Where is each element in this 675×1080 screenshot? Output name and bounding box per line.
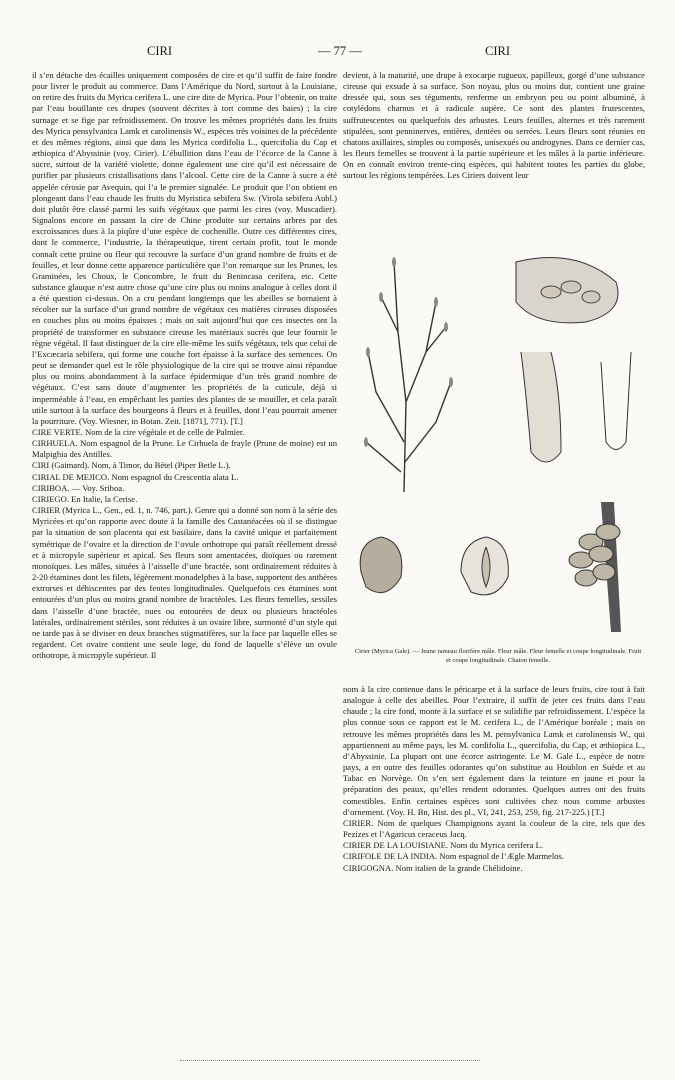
entry: CIRIGOGNA. Nom italien de la grande Chélidoine.: [343, 862, 523, 873]
entry: CIRIER DE LA LOUISIANE. Nom du Myrica cerifera L.: [343, 840, 543, 851]
female-catkin-drawing: [569, 524, 620, 586]
branch-drawing: [366, 262, 451, 492]
entry: CIRIAL DE MEJICO. Nom espagnol du Crescentia alata L.: [32, 471, 239, 482]
figure-caption: Cirier (Myrica Gale). — Jeune rameau florifère mâle. Fleur mâle. Fleur femelle et coupe longitudinale. Fruit et coupe longitudinale. Chaton femelle.: [354, 648, 642, 664]
left-column: [32, 70, 337, 661]
right-column-top: [343, 70, 645, 182]
entry: CIRIER. Nom de quelques Champignons ayant la couleur de la cire, tels que des Pezizes et l’Agaricus ceraceus Jacq.: [343, 817, 645, 840]
female-flower-drawing: [521, 352, 561, 462]
running-header: [0, 44, 675, 62]
entry: CIRI (Gaimard). Nom, à Timor, du Bétel (Piper Betle L.).: [32, 460, 231, 471]
entry: CIRIEGO. En Italie, la Cerise.: [32, 493, 138, 504]
entry: CIRE VERTE. Nom de la cire végétale et de celle de Palmier.: [32, 427, 245, 437]
paragraph: nom à la cire contenue dans le péricarpe et à la surface de leurs fruits, cire tout à fait analogue à celle des abeilles. Pour l’extraire, il suffit de jeter ces fruits dans l’eau chaude ; la cire fond, monte à la surface et se solidifie par refroidissement. L’espèce la plus connue sous ce rapport est le M. cerifera L., de l’Amérique boréale ; mais on retrouve les mêmes propriétés dans les M. pensylvanica Lamk et carolinensis W., qui appartiennent au même pays, les M. cordifolia L., quercifolia, du Cap, et æthiopica L., d’Abyssinie. La plupart ont une écorce astringente. Le M. Gale L., espèce de notre pays, a en outre des feuilles odorantes qu’on substitue au Houblon en Suède et au Tabac en Norvège. On s’en sert également dans la teinture en jaune et pour la préparation des peaux, qu’elles rendent odorantes. Quelques autres ont des fruits comestibles. Enfin certaines espèces sont cultivées chez nous comme arbustes d’ornement. (Voy. H. Bn, Hist. des pl., VI, 241, 253, 259, fig. 217-225.) [T.]: [343, 684, 645, 817]
header-left: CIRI: [147, 44, 172, 58]
entry: CIRHUELA. Nom espagnol de la Prune. Le Cirhuela de frayle (Prune de moine) est un Malpighia des Antilles.: [32, 438, 337, 460]
female-flower-section-drawing: [601, 352, 631, 450]
paragraph: devient, à la maturité, une drupe à exocarpe rugueux, papilleux, gorgé d’une substance cireuse qui exsude à sa surface. Son noyau, plus ou moins dur, contient une graine dressée qui, sous ses téguments, renferme un embryon peu ou point albuminé, à cotylédons charnus et à radicule supère. Ce sont des plantes frutescentes, suffrutescentes ou quelquefois des arbustes. Leurs feuilles, alternes et très rarement stipulées, sont penninerves, entières, dentées ou serrées. Leurs fleurs sont réunies en chatons axillaires, simples ou composés, unisexués ou androgynes. Dans ce dernier cas, les fleurs femelles se trouvent à la partie supérieure et les mâles à la partie inférieure. On en connaît environ trente-cinq espèces, qui habitent toutes les parties du globe, surtout les régions tempérées. Les Ciriers doivent leur: [343, 70, 645, 181]
right-column-bottom: [343, 684, 645, 874]
page-number: — 77 —: [318, 44, 362, 58]
paragraph: il s’en détache des écailles uniquement composées de cire et qu’il suffit de faire fondre pour livrer le produit au commerce. Dans l’Amérique du Nord, surtout à la Louisiane, on retire des fruits du Myrica cerifera L. une cire dite de Myrica. Pour l’obtenir, on traite par l’eau bouillante ces drupes (souvent décrites à tort comme des baies) ; la cire surnage et se fige par refroidissement. On trouve les mêmes propriétés dans les fruits des Myrica pensylvanica Lamk et carolinensis W., espèces très voisines de la précédente et des mêmes régions, ainsi que dans les Myrica cordifolia L., quercifolia du Cap et æthiopica d’Abyssinie (voy. Cirier). L’ébullition dans l’eau de l’écorce de la Canne à sucre, surtout de la variété violette, donne également une cire qu’il est nécessaire de purifier par plusieurs cristallisations dans l’alcool. Cette cire de la Canne à sucre a été appelée cérosie par Avequin, qui l’a le premier signalée. Le produit que l’on obtient en plongeant dans l’eau chaude les fruits du Myristica sebifera Sw. (Virola sebifera Aubl.) doit plutôt être classé parmi les suifs végétaux que parmi les cires (voy. Muscadier). Signalons encore en passant la cire de Chine produite sur certains arbres par des excroissances dues à la piqûre d’une espèce de cochenille. Outre ces différentes cires, dont le commerce, l’industrie, la thérapeutique, tirent certain profit, tout le monde connaît cette pruine ou fleur qui recouvre la surface d’un grand nombre de fruits et de feuilles, et leur donne cette apparence particulière que l’on remarque sur les Prunes, les Graminées, les Choux, le Concombre, le fruit du Benincasa cerifera, etc. Cette substance glauque n’est autre chose qu’une cire plus ou moins analogue à celles dont il a été question ci-dessus. On a cru pendant longtemps que les abeilles se bornaient à récolter sur la surface d’un grand nombre de végétaux ces matières cireuses disposées en couches plus ou moins épaisses ; mais on sait aujourd’hui que ces insectes ont la propriété de transformer en substance cireuse les matériaux sucrés que leur fournit le règne végétal. Il faut distinguer de la cire elle-même les suifs végétaux, tels que celui de l’Excæcaria sebifera, qui forme une couche fort épaisse à la surface des semences. On peut se demander quel est le rôle physiologique de la cire qui se trouve ainsi répandue plus ou moins abondamment à la surface épidermique d’un très grand nombre de végétaux. C’est sans doute d’augmenter les propriétés de la cuticule, déjà si imperméable à l’eau, en empêchant les parties des plantes de se mouiller, et cela paraît utile surtout à la surface des bourgeons à fleurs et à feuilles, dont l’eau pourrait amener la pourriture. (Voy. Wiesner, in Botan. Zeit. [1871], 771). [T.]: [32, 70, 337, 426]
fruit-drawing: [360, 537, 402, 593]
entry: CIRIFOLE DE LA INDIA. Nom espagnol de l’Ægle Marmelos.: [343, 851, 565, 862]
botanical-illustration: [346, 242, 646, 642]
entry: CIRIER (Myrica L., Gen., ed. 1, n. 746, part.). Genre qui a donné son nom à la série des Myricées et qu’on rapporte avec doute à la famille des Castanéacées où il se distingue par la situation de son placenta qui est basilaire, dans la cavité unique et parfaitement symétrique de l’ovaire et la direction de l’ovule orthotrope qui paraît réellement dressé et à micropyle supérieur et apical. Ses fleurs sont amentacées, dioïques ou rarement monoïques. Les mâles, situées à l’aisselle d’une bractée, sont ordinairement réduites à 2-20 étamines dont les filets, légèrement monadelphes à la base, supportent des anthères extrorses et déhiscentes par des fentes longitudinales. Quelquefois ces étamines sont entourées d’un plus ou moins grand nombre de bractéoles. Les fleurs femelles, sessiles dans l’aisselle d’une bractée, nues ou entourées de deux ou plusieurs bractéoles latérales, ordinairement stériles, sont réduites à un ovaire libre, surmonté d’un style qui ne tarde pas à se diviser en deux branches stigmatifères, sur la face par laquelle elles se regardent. Cet ovaire contient une seule loge, du fond de laquelle s’élève un ovule orthotrope, à micropyle supérieur. Il: [32, 505, 337, 661]
header-right: CIRI: [485, 44, 510, 58]
footer-rule: [180, 1060, 480, 1061]
entry: CIRIBOA. — Voy. Sriboa.: [32, 482, 125, 493]
catkins: [364, 257, 453, 447]
